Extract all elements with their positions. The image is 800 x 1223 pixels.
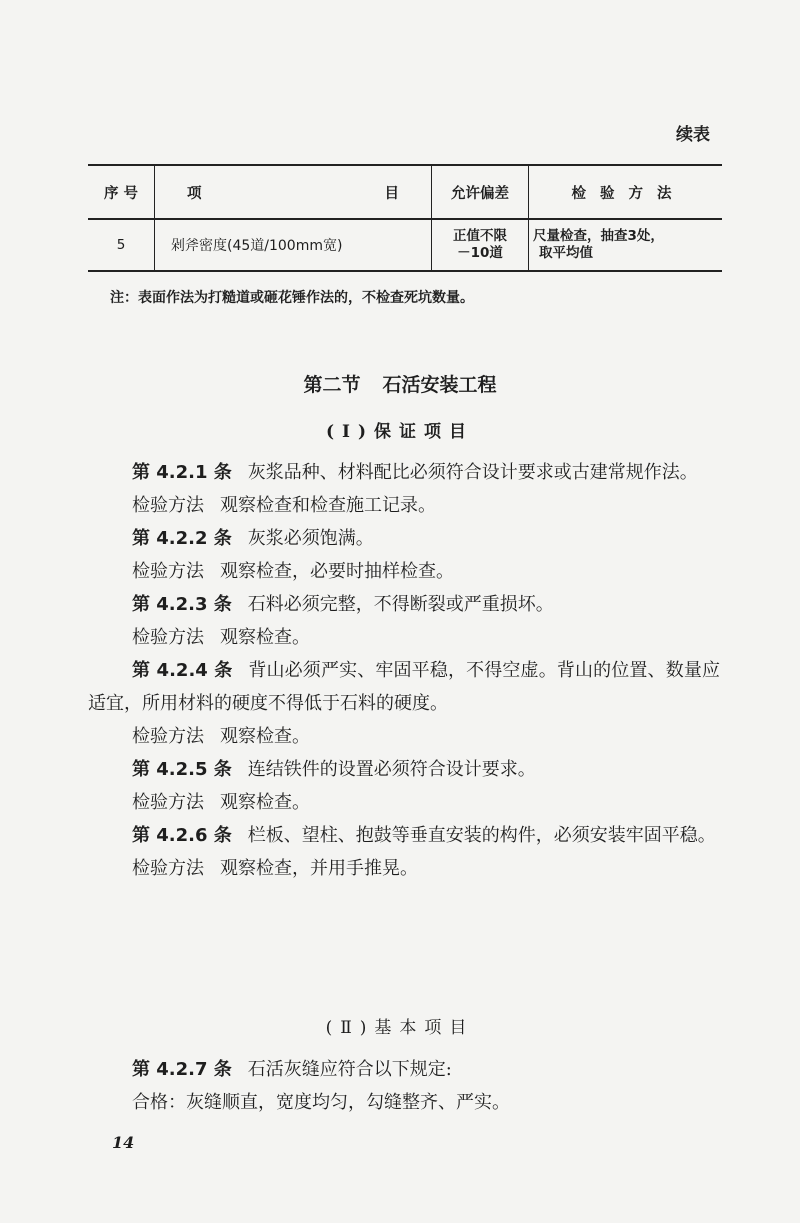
header-method: 检验方法 (529, 165, 723, 219)
table-row (88, 219, 722, 271)
tolerance-line-1: 正值不限 (453, 228, 507, 244)
inspection-method (88, 621, 720, 654)
section-heading (0, 370, 800, 397)
section-title: 石活安装工程 (382, 374, 497, 396)
clause-4-2-7 (88, 1053, 720, 1086)
cell-item: 剁斧密度(45道/100mm宽) (155, 219, 432, 271)
clause-number: 第 4.2.5 条 (132, 759, 232, 780)
clause-number: 第 4.2.1 条 (132, 462, 232, 483)
clause-text: 灰浆必须饱满。 (247, 528, 374, 549)
header-item-right: 目 (384, 185, 399, 202)
page-number: 14 (112, 1133, 135, 1152)
header-item-left: 项 (187, 185, 202, 202)
clause-4-2-2 (88, 522, 720, 555)
clause-text: 石活灰缝应符合以下规定: (247, 1059, 452, 1080)
method-line-1: 尺量检查，抽查3处， (533, 228, 664, 244)
clause-number: 第 4.2.7 条 (132, 1059, 232, 1080)
inspection-method (88, 720, 720, 753)
method-text: 观察检查，并用手推晃。 (220, 858, 418, 879)
cell-tolerance (432, 219, 529, 271)
method-label: 检验方法 (132, 792, 204, 813)
clause-4-2-7-block (88, 1053, 720, 1119)
method-label: 检验方法 (132, 561, 204, 582)
subsection-basic-items: (Ⅱ)基本项目 (325, 1018, 475, 1038)
clause-number: 第 4.2.3 条 (132, 594, 232, 615)
inspection-method (88, 786, 720, 819)
clauses-block (88, 456, 720, 885)
clause-4-2-3 (88, 588, 720, 621)
method-label: 检验方法 (132, 495, 204, 516)
clause-number: 第 4.2.6 条 (132, 825, 232, 846)
header-no: 序 号 (88, 165, 155, 219)
method-text: 观察检查。 (220, 792, 310, 813)
method-text: 观察检查，必要时抽样检查。 (220, 561, 454, 582)
clause-4-2-6 (88, 819, 720, 852)
clause-text: 灰浆品种、材料配比必须符合设计要求或古建常规作法。 (247, 462, 698, 483)
clause-4-2-4 (88, 654, 720, 720)
section-number: 第二节 (303, 374, 361, 396)
cell-method (529, 219, 723, 271)
clause-4-2-5 (88, 753, 720, 786)
clause-text: 栏板、望柱、抱鼓等垂直安装的构件，必须安装牢固平稳。 (247, 825, 716, 846)
clause-number: 第 4.2.4 条 (132, 660, 233, 681)
inspection-method (88, 555, 720, 588)
cell-no: 5 (88, 219, 155, 271)
inspection-method (88, 852, 720, 885)
clause-number: 第 4.2.2 条 (132, 528, 232, 549)
clause-text: 背山必须严实、牢固平稳，不得空虚。背山的位置、数量应适宜，所用材料的硬度不得低于石料的硬度。 (88, 660, 720, 714)
method-label: 检验方法 (132, 858, 204, 879)
header-tolerance: 允许偏差 (432, 165, 529, 219)
method-line-2: 取平均值 (539, 245, 593, 261)
method-label: 检验方法 (132, 627, 204, 648)
method-label: 检验方法 (132, 726, 204, 747)
table-note: 注：表面作法为打糙道或砸花锤作法的，不检查死坑数量。 (110, 290, 474, 306)
qualified-criteria: 合格：灰缝顺直，宽度均匀，勾缝整齐、严实。 (132, 1092, 510, 1113)
method-text: 观察检查和检查施工记录。 (220, 495, 436, 516)
method-text: 观察检查。 (220, 627, 310, 648)
clause-4-2-1 (88, 456, 720, 489)
clause-text: 石料必须完整，不得断裂或严重损坏。 (247, 594, 554, 615)
inspection-method (88, 489, 720, 522)
tolerance-table (88, 164, 722, 272)
subsection-guaranteed-items: (Ⅰ)保证项目 (325, 422, 475, 442)
table-header-row (88, 165, 722, 219)
tolerance-line-2: －10道 (457, 245, 503, 261)
clause-text: 连结铁件的设置必须符合设计要求。 (247, 759, 536, 780)
method-text: 观察检查。 (220, 726, 310, 747)
continued-table-label: 续表 (676, 125, 710, 145)
header-item (155, 165, 432, 219)
